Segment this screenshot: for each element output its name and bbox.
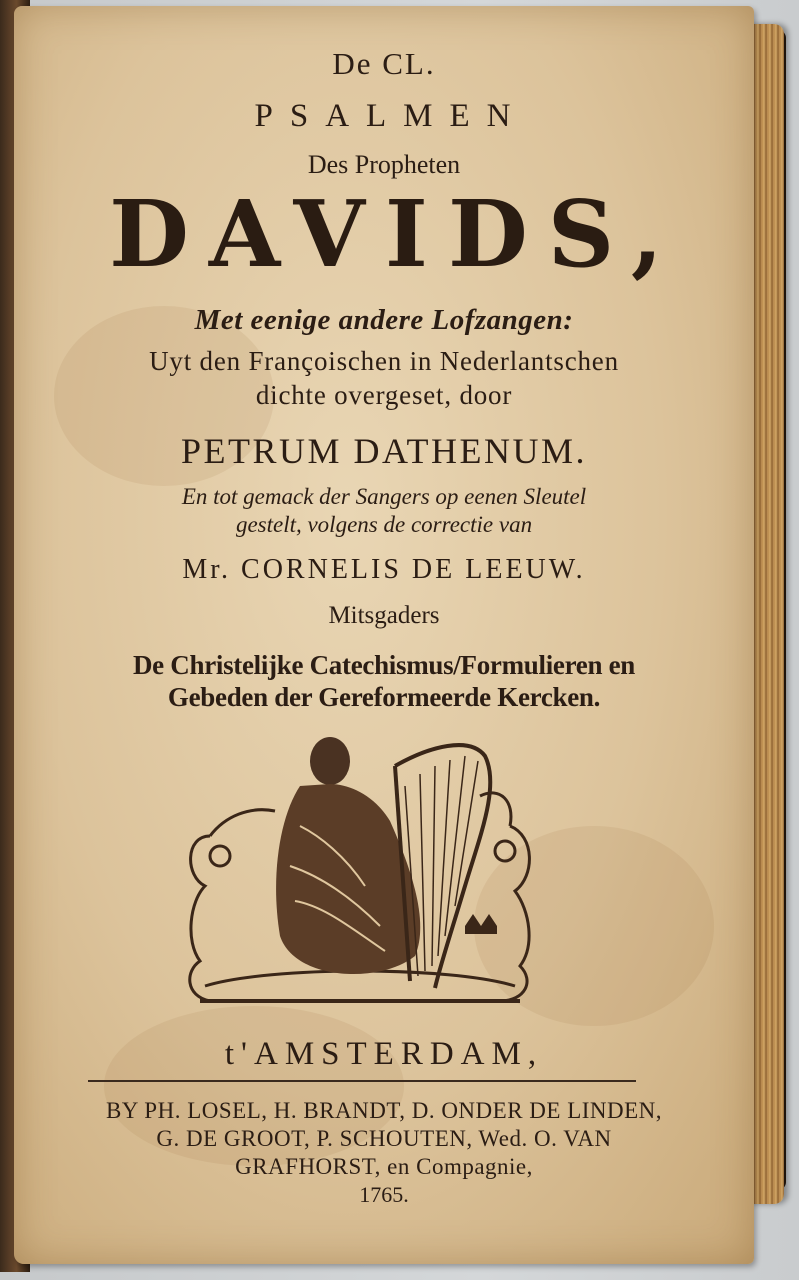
- title-line-psalmen: PSALMEN: [254, 98, 528, 134]
- printers-line-1: BY PH. LOSEL, H. BRANDT, D. ONDER DE LINDEN,: [105, 1098, 663, 1123]
- subtitle-line-2: dichte overgeset, door: [255, 380, 513, 410]
- harp: [395, 745, 490, 988]
- subtitle-blackletter: Met eenige andere Lofzangen:: [194, 304, 574, 336]
- title-line-davids: DAVIDS,: [109, 180, 683, 288]
- printers-line-2: G. DE GROOT, P. SCHOUTEN, Wed. O. VAN: [156, 1126, 612, 1151]
- editor-name: Mr. CORNELIS DE LEEUW.: [182, 554, 586, 585]
- subtitle-line-1: Uyt den Françoischen in Nederlantschen: [149, 346, 619, 376]
- contents-line-1: De Christelijke Catechismus/Formulieren en: [132, 650, 636, 680]
- italic-note-line-1: En tot gemack der Sangers op eenen Sleutel: [181, 484, 587, 509]
- title-line-number: De CL.: [332, 46, 436, 81]
- title-line-propheten: Des Propheten: [307, 150, 461, 179]
- king-david-figure: [276, 737, 420, 974]
- woodcut-illustration: [180, 726, 540, 1011]
- contents-line-2: Gebeden der Gereformeerde Kercken.: [167, 682, 601, 712]
- crown-icon: [465, 914, 497, 934]
- printers-line-3: GRAFHORST, en Compagnie,: [235, 1154, 533, 1179]
- imprint-rule: [88, 1080, 636, 1082]
- imprint-place: t'AMSTERDAM,: [224, 1036, 544, 1072]
- imprint-year: 1765.: [359, 1182, 409, 1207]
- author-name: PETRUM DATHENUM.: [180, 431, 587, 471]
- mitsgaders-line: Mitsgaders: [328, 602, 440, 629]
- italic-note-line-2: gestelt, volgens de correctie van: [235, 512, 533, 537]
